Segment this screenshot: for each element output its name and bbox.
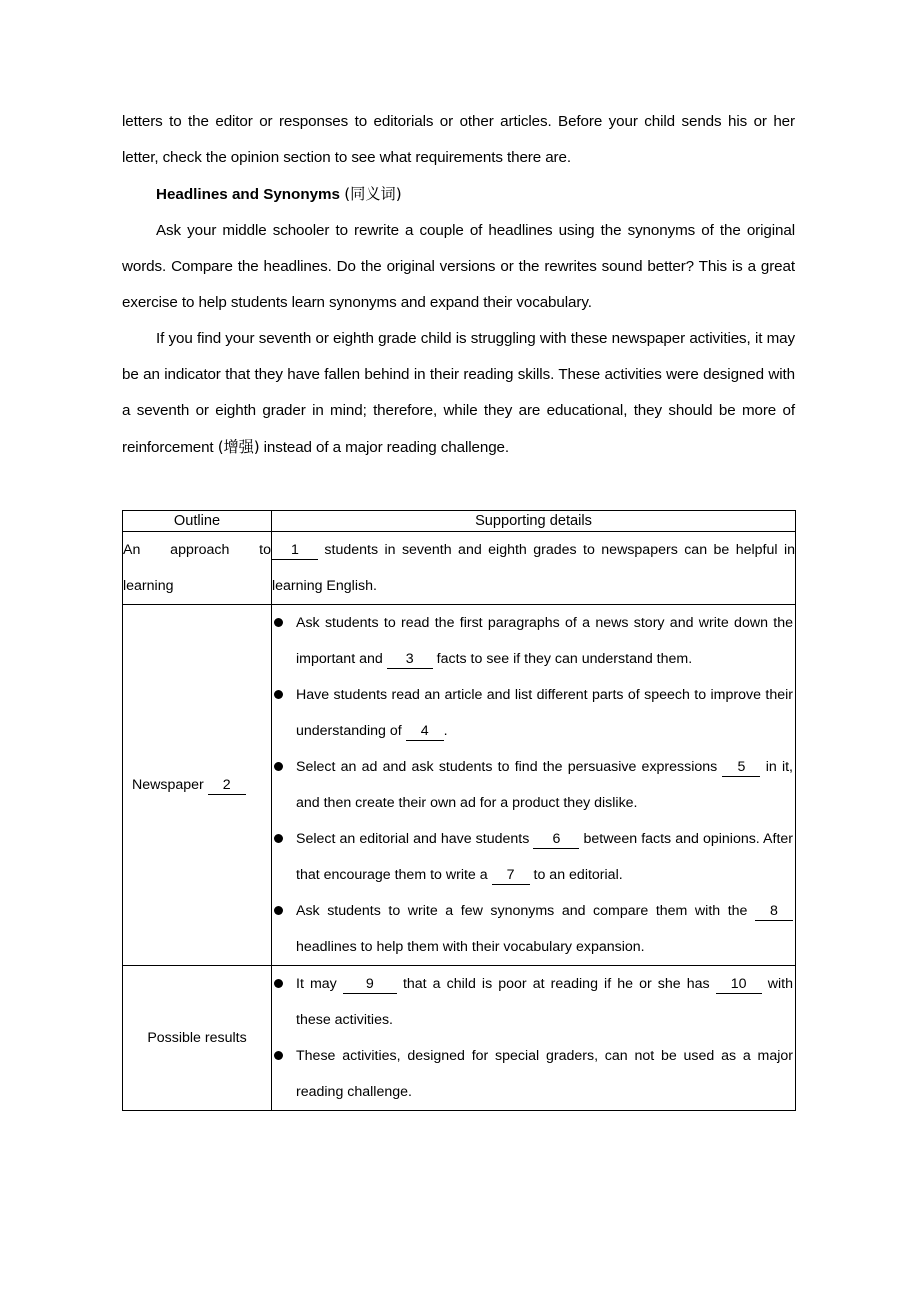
blank-8[interactable]: 8: [755, 902, 793, 921]
bullet-icon: [274, 690, 283, 699]
section-heading-text: Headlines and Synonyms: [156, 186, 340, 203]
outline-table: [122, 510, 796, 1111]
section-heading-annotation: (同义词): [344, 185, 402, 203]
table-header-details: Supporting details: [272, 511, 796, 532]
paragraph-struggling-part2: instead of a major reading challenge.: [259, 439, 510, 456]
table-row: [123, 532, 796, 605]
bullet-text-6: It may: [296, 976, 343, 992]
bullet-text-6b: that a child is poor at reading if he or she has: [396, 976, 716, 992]
outline-label-newspaper-text: Newspaper: [132, 777, 204, 793]
details-possible-results: [272, 966, 796, 1111]
details-newspaper: [272, 605, 796, 966]
bullet-icon: [274, 618, 283, 627]
bullet-list-newspaper: [272, 605, 793, 965]
bullet-text-6c: with these activities.: [296, 976, 793, 1028]
table-header-row: [123, 511, 796, 532]
outline-label-approach: An approach to learning: [123, 532, 272, 605]
document-body: [122, 104, 795, 466]
list-item: [272, 605, 793, 677]
paragraph-struggling: [122, 321, 795, 466]
blank-9[interactable]: 9: [343, 975, 397, 994]
table-header-outline: Outline: [123, 511, 272, 532]
blank-3[interactable]: 3: [387, 650, 433, 669]
list-item: [272, 893, 793, 965]
details-approach-text: students in seventh and eighth grades to newspapers can be helpful in learning English.: [272, 542, 795, 594]
bullet-icon: [274, 762, 283, 771]
list-item: [272, 1038, 793, 1110]
bullet-text-3: Select an ad and ask students to find the persuasive expressions: [296, 759, 723, 775]
table-row: [123, 605, 796, 966]
paragraph-editor-letters: letters to the editor or responses to editorials or other articles. Before your child sends his or her letter, check the opinion section to see what requirements there are.: [122, 113, 795, 166]
details-approach: [272, 532, 796, 605]
list-item: [272, 677, 793, 749]
bullet-text-7: These activities, designed for special graders, can not be used as a major reading challenge.: [296, 1048, 793, 1100]
bullet-text-4: Select an editorial and have students: [296, 831, 534, 847]
bullet-text-1b: facts to see if they can understand them.: [432, 651, 693, 667]
blank-2[interactable]: 2: [208, 776, 246, 795]
bullet-text-2b: .: [443, 723, 448, 739]
table-row: [123, 966, 796, 1111]
bullet-icon: [274, 906, 283, 915]
blank-10[interactable]: 10: [716, 975, 762, 994]
list-item: [272, 966, 793, 1038]
paragraph-struggling-part1: If you find your seventh or eighth grade child is struggling with these newspaper activities, it may be an indicator that they have fallen behind in their reading skills. These activities were designed with a seventh or eighth grader in mind; therefore, while they are educational, they should be more of reinforcement: [122, 330, 795, 456]
bullet-text-5: Ask students to write a few synonyms and compare them with the: [296, 903, 755, 919]
blank-4[interactable]: 4: [406, 722, 444, 741]
blank-6[interactable]: 6: [533, 830, 579, 849]
bullet-text-4b: between facts and opinions. After that encourage them to write a: [296, 831, 794, 883]
bullet-text-4c: to an editorial.: [529, 867, 623, 883]
bullet-icon: [274, 834, 283, 843]
bullet-icon: [274, 979, 283, 988]
paragraph-rewrite-headlines: Ask your middle schooler to rewrite a couple of headlines using the synonyms of the original words. Compare the headlines. Do the original versions or the rewrites sound better? This is a great exercise to help students learn synonyms and expand their vocabulary.: [122, 222, 795, 311]
bullet-text-3b: in it, and then create their own ad for a product they dislike.: [296, 759, 793, 811]
outline-label-possible-results: Possible results: [123, 966, 272, 1111]
outline-label-newspaper: [123, 605, 272, 966]
blank-1[interactable]: 1: [272, 541, 318, 560]
section-heading: [122, 176, 795, 213]
blank-7[interactable]: 7: [492, 866, 530, 885]
bullet-text-1: Ask students to read the first paragraphs of a news story and write down the important and: [296, 615, 793, 667]
bullet-text-5b: headlines to help them with their vocabulary expansion.: [296, 939, 645, 955]
bullet-text-2: Have students read an article and list different parts of speech to improve their understanding of: [296, 687, 793, 739]
bullet-list-results: [272, 966, 793, 1110]
paragraph-struggling-annotation: (增强): [217, 438, 260, 456]
list-item: [272, 821, 793, 893]
bullet-icon: [274, 1051, 283, 1060]
list-item: [272, 749, 793, 821]
blank-5[interactable]: 5: [722, 758, 760, 777]
